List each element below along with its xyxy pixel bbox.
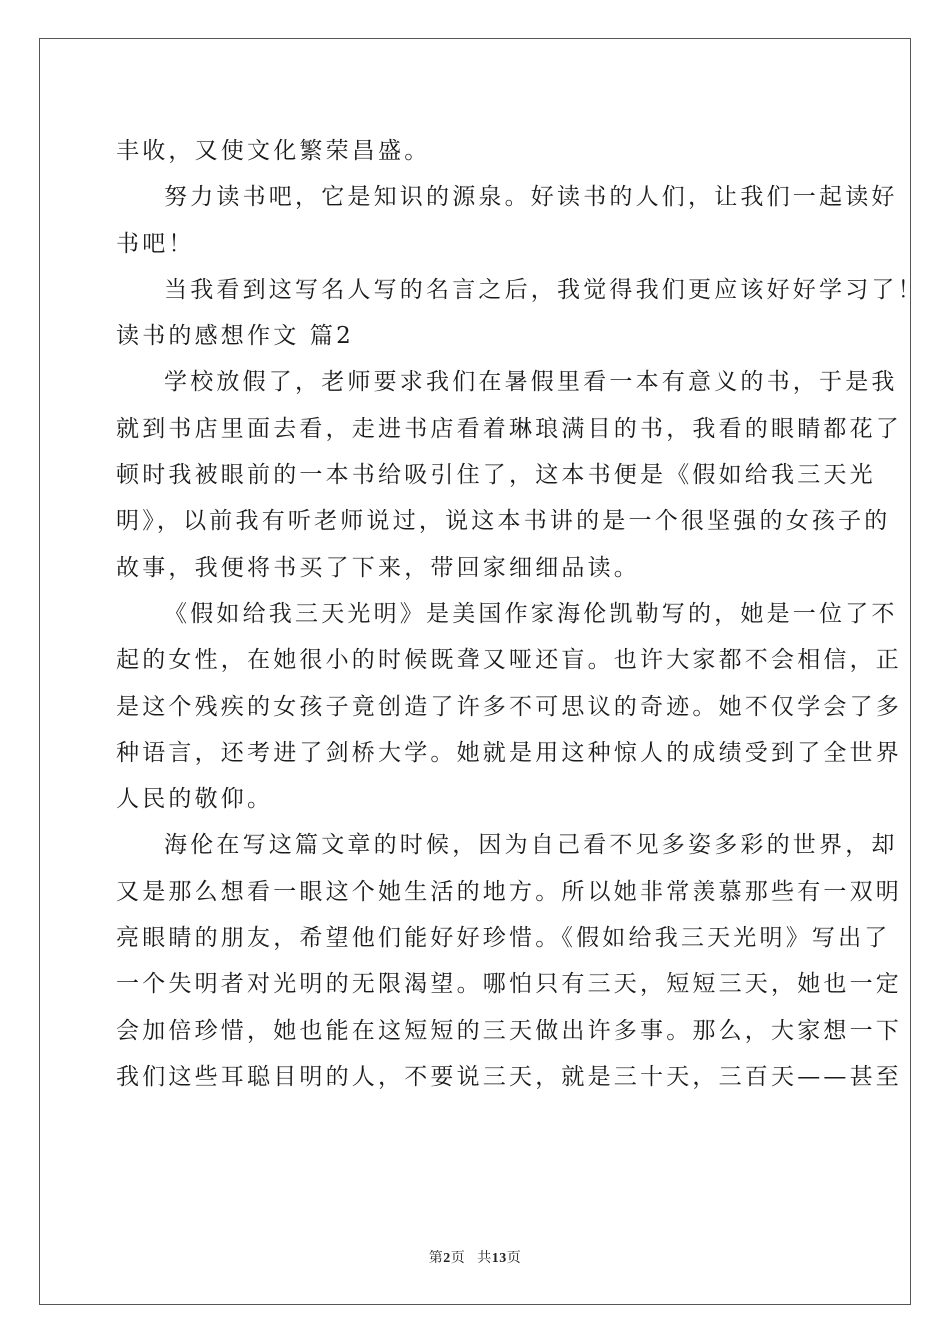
text-line: 一个失明者对光明的无限渴望。哪怕只有三天，短短三天，她也一定: [116, 971, 902, 998]
text-line: 《假如给我三天光明》是美国作家海伦凯勒写的，她是一位了不: [164, 600, 898, 627]
page-footer: [0, 1247, 950, 1267]
text-line: 种语言，还考进了剑桥大学。她就是用这种惊人的成绩受到了全世界: [116, 739, 902, 766]
text-line: 亮眼睛的朋友，希望他们能好好珍惜。《假如给我三天光明》写出了: [116, 925, 891, 952]
total-pages: 13: [491, 1251, 507, 1266]
text-line: 又是那么想看一眼这个她生活的地方。所以她非常羡慕那些有一双明: [116, 878, 902, 905]
text-line: 书吧！: [116, 230, 195, 257]
page-prefix: 第: [428, 1251, 444, 1266]
text-line: 海伦在写这篇文章的时候，因为自己看不见多姿多彩的世界，却: [164, 832, 898, 859]
text-line: 丰收，又使文化繁荣昌盛。: [116, 138, 431, 164]
text-line: 会加倍珍惜，她也能在这短短的三天做出许多事。那么，大家想一下: [116, 1017, 902, 1044]
text-line: 是这个残疾的女孩子竟创造了许多不可思议的奇迹。她不仅学会了多: [116, 693, 902, 720]
text-line: 我们这些耳聪目明的人，不要说三天，就是三十天，三百天——甚至: [116, 1063, 902, 1090]
text-line: 学校放假了，老师要求我们在暑假里看一本有意义的书，于是我: [164, 369, 898, 396]
total-suffix: 页: [506, 1251, 522, 1266]
text-line: 就到书店里面去看，走进书店看着琳琅满目的书，我看的眼睛都花了: [116, 415, 902, 442]
page-number: 2: [443, 1251, 451, 1266]
text-line: 明》，以前我有听老师说过，说这本书讲的是一个很坚强的女孩子的: [116, 508, 891, 535]
text-line: 努力读书吧，它是知识的源泉。好读书的人们，让我们一起读好: [164, 184, 898, 211]
text-line: 顿时我被眼前的一本书给吸引住了，这本书便是《假如给我三天光: [116, 462, 876, 489]
text-line: 起的女性，在她很小的时候既聋又哑还盲。也许大家都不会相信，正: [116, 647, 902, 674]
text-line: 人民的敬仰。: [116, 786, 274, 813]
document-body: [116, 128, 924, 1100]
page-suffix: 页: [450, 1251, 466, 1266]
text-line: 当我看到这写名人写的名言之后，我觉得我们更应该好好学习了！: [164, 276, 924, 303]
text-line: 故事，我便将书买了下来，带回家细细品读。: [116, 554, 640, 581]
section-heading: 读书的感想作文 篇2: [116, 323, 354, 350]
total-prefix: 共: [477, 1251, 492, 1266]
